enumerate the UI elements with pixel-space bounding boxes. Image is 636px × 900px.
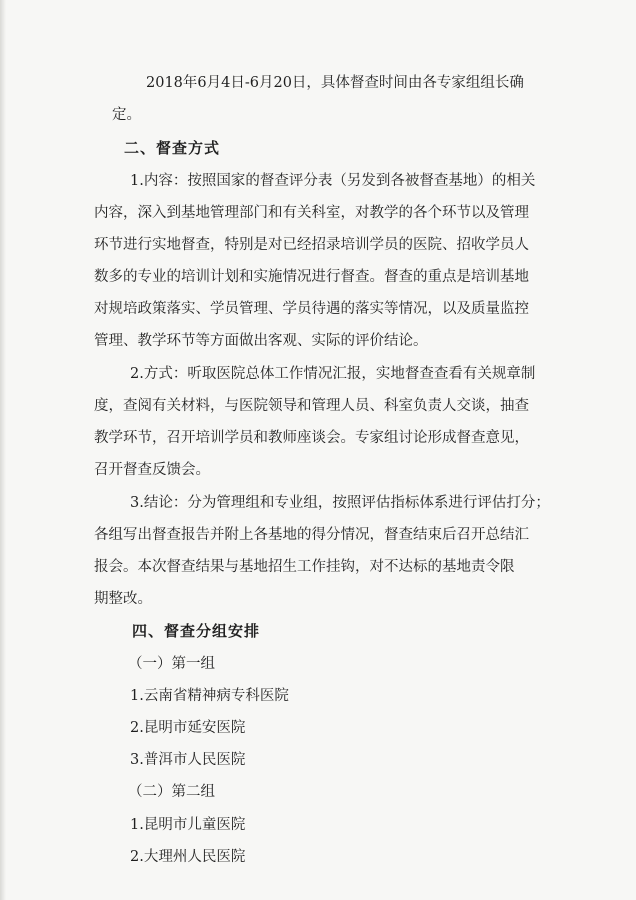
scan-edge-shadow [0, 0, 6, 900]
content-paragraph-line-1: 1.内容：按照国家的督查评分表（另发到各被督查基地）的相关 [130, 173, 536, 189]
group-two-hospital-2: 2.大理州人民医院 [130, 849, 246, 865]
content-paragraph-line-3: 环节进行实地督查，特别是对已经招录培训学员的医院、招收学员人 [94, 237, 529, 253]
content-paragraph-line-2: 内容，深入到基地管理部门和有关科室，对教学的各个环节以及管理 [94, 205, 529, 221]
content-paragraph-line-5: 对规培政策落实、学员管理、学员待遇的落实等情况，以及质量监控 [94, 301, 529, 317]
method-paragraph-line-2: 度，查阅有关材料，与医院领导和管理人员、科室负责人交谈，抽查 [94, 398, 529, 414]
group-one-hospital-3: 3.普洱市人民医院 [130, 752, 246, 768]
schedule-text-line-1: 2018年6月4日-6月20日，具体督查时间由各专家组组长确 [146, 75, 524, 91]
conclusion-paragraph-line-2: 各组写出督查报告并附上各基地的得分情况，督查结束后召开总结汇 [94, 527, 529, 543]
content-paragraph-line-6: 管理、教学环节等方面做出客观、实际的评价结论。 [94, 333, 428, 349]
group-one-hospital-1: 1.云南省精神病专科医院 [130, 688, 289, 704]
section-heading-group-arrangement: 四、督查分组安排 [132, 622, 261, 640]
schedule-text-line-2: 定。 [112, 107, 141, 123]
content-paragraph-line-4: 数多的专业的培训计划和实施情况进行督查。督查的重点是培训基地 [94, 269, 529, 285]
method-paragraph-line-4: 召开督查反馈会。 [94, 462, 210, 478]
method-paragraph-line-1: 2.方式：听取医院总体工作情况汇报，实地督查查看有关规章制 [130, 366, 536, 382]
group-two-label: （二）第二组 [128, 784, 215, 800]
conclusion-paragraph-line-1: 3.结论：分为管理组和专业组，按照评估指标体系进行评估打分； [130, 495, 550, 511]
method-paragraph-line-3: 教学环节，召开培训学员和教师座谈会。专家组讨论形成督查意见， [94, 430, 529, 446]
group-one-hospital-2: 2.昆明市延安医院 [130, 720, 246, 736]
group-one-label: （一）第一组 [128, 656, 215, 672]
conclusion-paragraph-line-4: 期整改。 [94, 591, 152, 607]
group-two-hospital-1: 1.昆明市儿童医院 [130, 817, 246, 833]
conclusion-paragraph-line-3: 报会。本次督查结果与基地招生工作挂钩，对不达标的基地责令限 [94, 559, 515, 575]
section-heading-inspection-method: 二、督查方式 [124, 139, 221, 157]
